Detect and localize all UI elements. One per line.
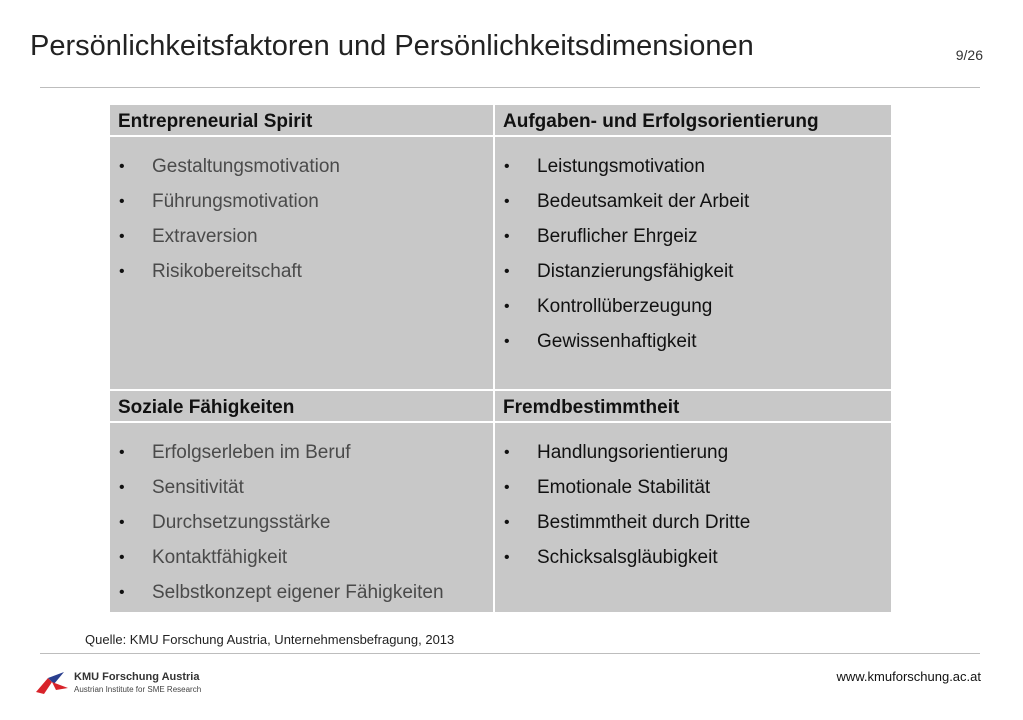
bullet-icon: •: [504, 549, 510, 566]
list-item-text: Handlungsorientierung: [537, 442, 729, 463]
cell-fremdbestimmtheit-items: [495, 423, 891, 612]
page-title: Persönlichkeitsfaktoren und Persönlichkeitsdimensionen: [30, 30, 754, 62]
bullet-icon: •: [504, 193, 510, 210]
list-item: [503, 441, 891, 476]
bullet-icon: •: [504, 158, 510, 175]
personality-table: [110, 105, 891, 612]
list-item: [118, 546, 493, 581]
list-item-text: Extraversion: [152, 226, 258, 247]
bullet-icon: •: [119, 228, 125, 245]
top-divider: [40, 87, 980, 88]
bullet-list: [118, 155, 493, 295]
list-item: [118, 260, 493, 295]
bullet-icon: •: [119, 444, 125, 461]
list-item-text: Kontrollüberzeugung: [537, 296, 713, 317]
bullet-list: [503, 441, 891, 581]
bullet-icon: •: [504, 263, 510, 280]
list-item-text: Leistungsmotivation: [537, 156, 705, 177]
bullet-icon: •: [119, 549, 125, 566]
list-item: [503, 330, 891, 365]
source-note: Quelle: KMU Forschung Austria, Unternehmensbefragung, 2013: [85, 632, 455, 647]
list-item: [503, 295, 891, 330]
list-item: [118, 190, 493, 225]
cell-aufgaben-items: [495, 137, 891, 391]
bullet-icon: •: [119, 479, 125, 496]
list-item-text: Bedeutsamkeit der Arbeit: [537, 191, 750, 212]
list-item-text: Emotionale Stabilität: [537, 477, 711, 498]
list-item-text: Gewissenhaftigkeit: [537, 331, 697, 352]
list-item: [503, 225, 891, 260]
bullet-icon: •: [504, 479, 510, 496]
list-item: [503, 476, 891, 511]
list-item: [118, 225, 493, 260]
bullet-list: [503, 155, 891, 365]
list-item-text: Sensitivität: [152, 477, 244, 498]
kmu-logo-icon: [34, 668, 70, 698]
kmu-logo: [34, 668, 224, 700]
bullet-icon: •: [119, 514, 125, 531]
list-item-text: Bestimmtheit durch Dritte: [537, 512, 751, 533]
list-item-text: Risikobereitschaft: [152, 261, 302, 282]
header-aufgaben-erfolgsorientierung: Aufgaben- und Erfolgsorientierung: [495, 105, 891, 137]
list-item: [503, 511, 891, 546]
list-item: [118, 441, 493, 476]
list-item-text: Durchsetzungsstärke: [152, 512, 331, 533]
list-item: [118, 155, 493, 190]
page-number: 9/26: [955, 47, 983, 63]
list-item-text: Erfolgserleben im Beruf: [152, 442, 351, 463]
logo-name: KMU Forschung Austria: [74, 671, 200, 683]
bullet-icon: •: [119, 158, 125, 175]
bullet-icon: •: [504, 333, 510, 350]
bullet-icon: •: [504, 444, 510, 461]
list-item: [503, 190, 891, 225]
logo-subtitle: Austrian Institute for SME Research: [74, 685, 202, 694]
list-item-text: Schicksalsgläubigkeit: [537, 547, 718, 568]
bullet-icon: •: [504, 514, 510, 531]
bullet-icon: •: [119, 584, 125, 601]
header-fremdbestimmtheit: Fremdbestimmtheit: [495, 391, 891, 423]
bullet-icon: •: [119, 193, 125, 210]
list-item-text: Führungsmotivation: [152, 191, 319, 212]
header-entrepreneurial-spirit: Entrepreneurial Spirit: [110, 105, 495, 137]
list-item: [503, 260, 891, 295]
bullet-icon: •: [504, 228, 510, 245]
bullet-list: [118, 441, 493, 616]
website-link[interactable]: www.kmuforschung.ac.at: [836, 669, 981, 684]
header-soziale-faehigkeiten: Soziale Fähigkeiten: [110, 391, 495, 423]
cell-soziale-items: [110, 423, 495, 612]
list-item: [503, 546, 891, 581]
list-item-text: Kontaktfähigkeit: [152, 547, 288, 568]
list-item: [118, 476, 493, 511]
bottom-divider: [40, 653, 980, 654]
bullet-icon: •: [119, 263, 125, 280]
cell-entrepreneurial-items: [110, 137, 495, 391]
list-item: [118, 511, 493, 546]
list-item: [503, 155, 891, 190]
list-item-text: Distanzierungsfähigkeit: [537, 261, 734, 282]
list-item: [118, 581, 493, 616]
list-item-text: Beruflicher Ehrgeiz: [537, 226, 698, 247]
list-item-text: Gestaltungsmotivation: [152, 156, 340, 177]
list-item-text: Selbstkonzept eigener Fähigkeiten: [152, 582, 444, 603]
bullet-icon: •: [504, 298, 510, 315]
